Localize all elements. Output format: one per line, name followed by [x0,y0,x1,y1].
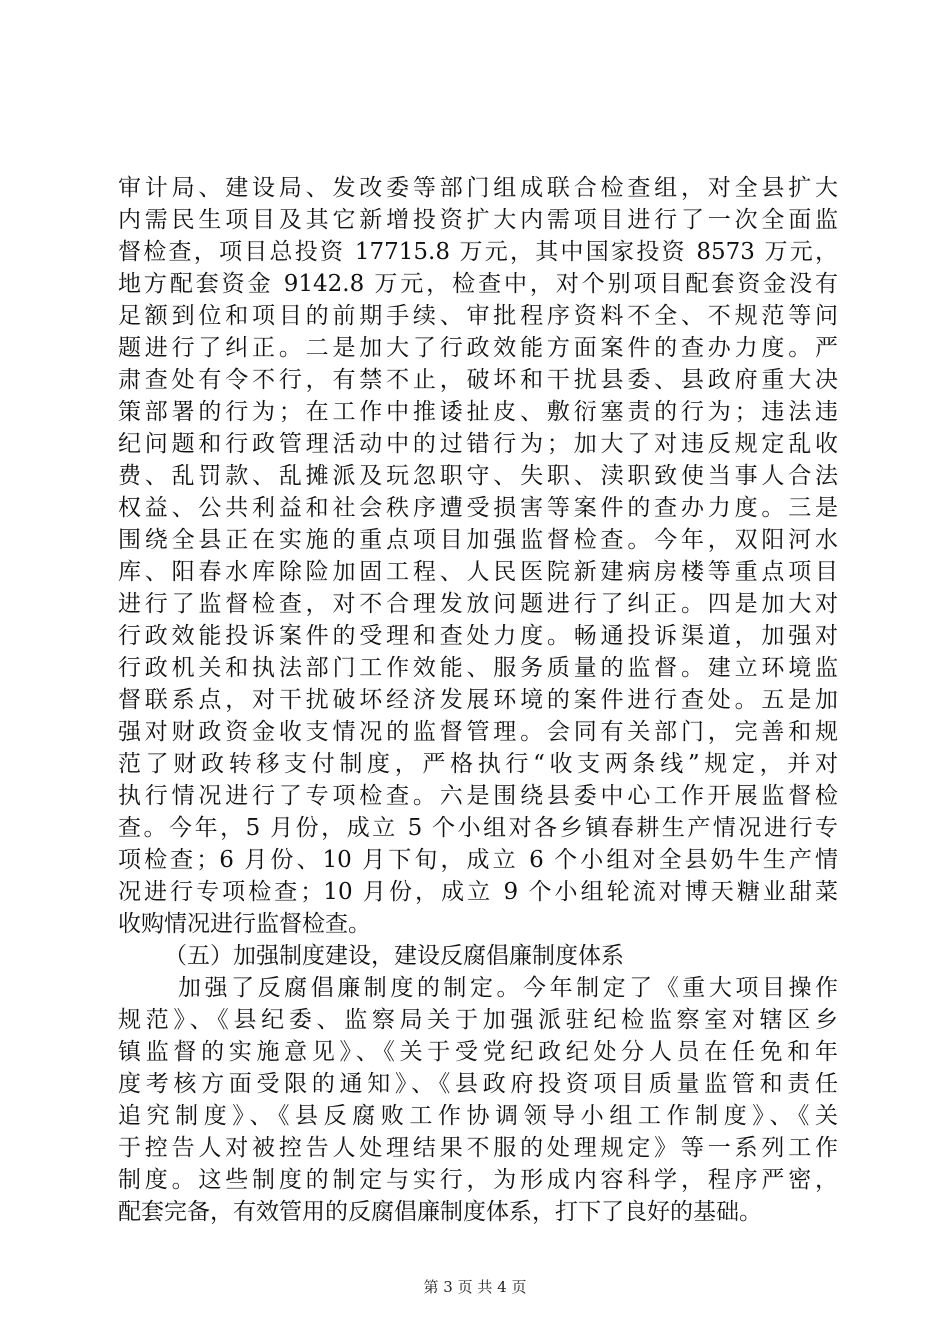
text-line: 库、阳春水库除险加固工程、人民医院新建病房楼等重点项目 [118,559,838,585]
text-line: 行政效能投诉案件的受理和查处力度。畅通投诉渠道，加强对 [118,623,838,649]
text-line: 审计局、建设局、发改委等部门组成联合检查组，对全县扩大 [118,175,838,201]
text-line: 于控告人对被控告人处理结果不服的处理规定》等一系列工作 [118,1135,838,1161]
paragraph-1 [118,172,838,940]
text-line: 查。今年，5 月份，成立 5 个小组对各乡镇春耕生产情况进行专 [118,815,838,841]
text-line: 督联系点，对干扰破坏经济发展环境的案件进行查处。五是加 [118,687,838,713]
text-line: 足额到位和项目的前期手续、审批程序资料不全、不规范等问 [118,303,838,329]
text-line: 权益、公共利益和社会秩序遭受损害等案件的查办力度。三是 [118,495,838,521]
text-line: 行政机关和执法部门工作效能、服务质量的监督。建立环境监 [118,655,838,681]
text-line: 肃查处有令不行，有禁不止，破坏和干扰县委、县政府重大决 [118,367,838,393]
paragraph-2 [118,972,838,1228]
text-line: 内需民生项目及其它新增投资扩大内需项目进行了一次全面监 [118,207,838,233]
page-number: 第 3 页 共 4 页 [423,1278,527,1296]
text-line: 题进行了纠正。二是加大了行政效能方面案件的查办力度。严 [118,335,838,361]
text-line: 地方配套资金 9142.8 万元，检查中，对个别项目配套资金没有 [118,271,838,297]
section-heading: （五）加强制度建设，建设反腐倡廉制度体系 [164,943,624,969]
text-line: 费、乱罚款、乱摊派及玩忽职守、失职、渎职致使当事人合法 [118,463,838,489]
text-line: 收购情况进行监督检查。 [118,911,371,937]
text-line: 强对财政资金收支情况的监督管理。会同有关部门，完善和规 [118,719,838,745]
text-line: 加强了反腐倡廉制度的制定。今年制定了《重大项目操作 [178,975,838,1001]
text-line: 镇监督的实施意见》、《关于受党纪政纪处分人员在任免和年 [118,1039,838,1065]
text-line: 追究制度》、《县反腐败工作协调领导小组工作制度》、《关 [118,1103,838,1129]
text-line: 围绕全县正在实施的重点项目加强监督检查。今年，双阳河水 [118,527,838,553]
text-line: 进行了监督检查，对不合理发放问题进行了纠正。四是加大对 [118,591,838,617]
document-body [118,172,838,1228]
text-line: 项检查；6 月份、10 月下旬，成立 6 个小组对全县奶牛生产情 [118,847,838,873]
page-footer [0,1277,950,1297]
text-line: 规范》、《县纪委、监察局关于加强派驻纪检监察室对辖区乡 [118,1007,838,1033]
text-line: 策部署的行为；在工作中推诿扯皮、敷衍塞责的行为；违法违 [118,399,838,425]
text-line: 执行情况进行了专项检查。六是围绕县委中心工作开展监督检 [118,783,838,809]
text-line: 况进行专项检查；10 月份，成立 9 个小组轮流对博天糖业甜菜 [118,879,838,905]
text-line: 范了财政转移支付制度，严格执行“收支两条线”规定，并对 [118,751,838,777]
text-line: 督检查，项目总投资 17715.8 万元，其中国家投资 8573 万元， [118,239,838,265]
text-line: 配套完备，有效管用的反腐倡廉制度体系，打下了良好的基础。 [118,1199,762,1225]
text-line: 制度。这些制度的制定与实行，为形成内容科学，程序严密， [118,1167,838,1193]
text-line: 度考核方面受限的通知》、《县政府投资项目质量监管和责任 [118,1071,838,1097]
text-line: 纪问题和行政管理活动中的过错行为；加大了对违反规定乱收 [118,431,838,457]
